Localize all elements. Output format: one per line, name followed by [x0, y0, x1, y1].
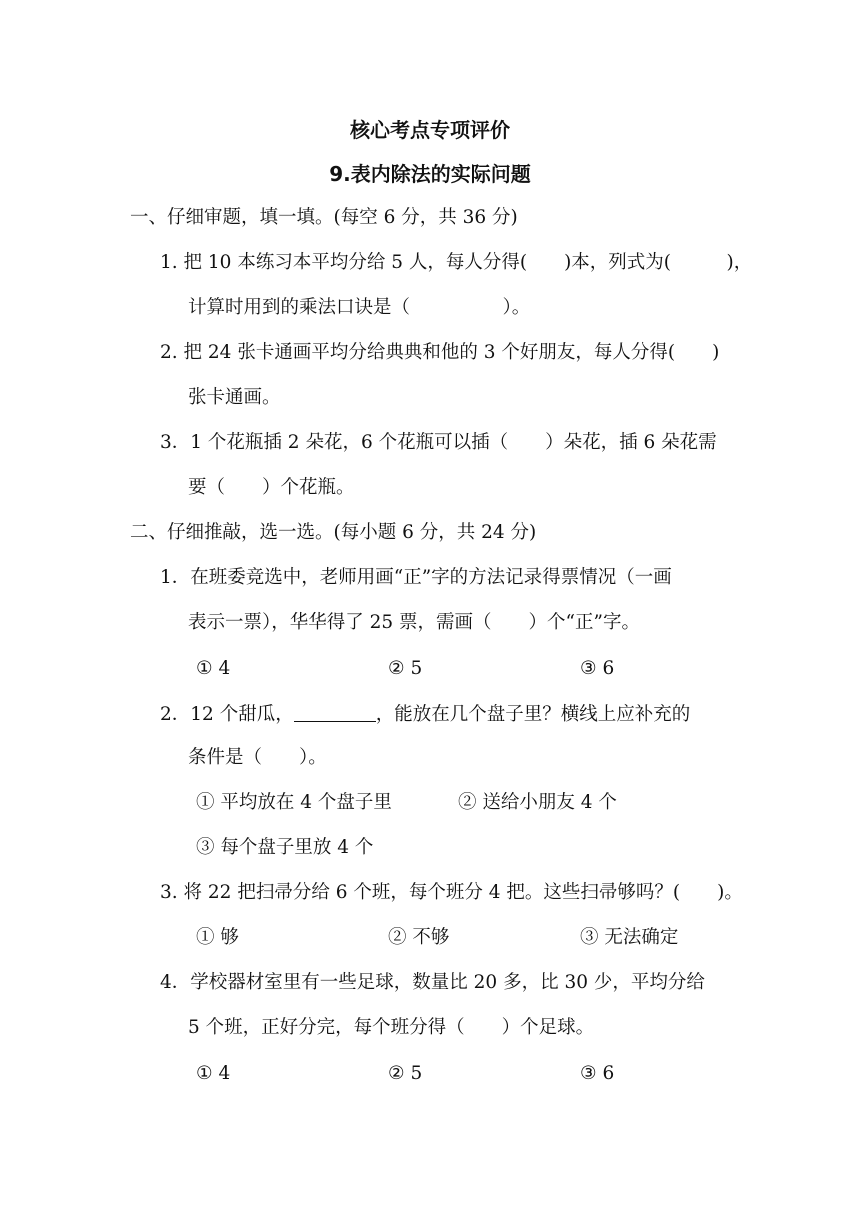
answer-blank — [294, 703, 376, 722]
s2-q4-line2: 5 个班，正好分完，每个班分得（ ）个足球。 — [188, 1017, 595, 1038]
s2-q4-line1: 4．学校器材室里有一些足球，数量比 20 多，比 30 少，平均分给 — [160, 972, 705, 993]
section2-heading: 二、仔细推敲，选一选。(每小题 6 分，共 24 分) — [130, 522, 537, 543]
s2-q3-line1: 3. 将 22 把扫帚分给 6 个班，每个班分 4 把。这些扫帚够吗？( )。 — [160, 882, 743, 903]
s1-q2-line2: 张卡通画。 — [188, 387, 281, 408]
s2-q1-option-c: ③ 6 — [580, 658, 615, 679]
s2-q1-option-a: ① 4 — [196, 658, 231, 679]
s2-q4-option-c: ③ 6 — [580, 1063, 615, 1084]
s1-q1-line1: 1. 把 10 本练习本平均分给 5 人，每人分得( )本，列式为( )， — [160, 252, 753, 273]
s2-q1-option-b: ② 5 — [388, 658, 423, 679]
s2-q2-option-a: ① 平均放在 4 个盘子里 — [196, 792, 392, 813]
s2-q2-line1 — [160, 702, 690, 728]
page-title: 核心考点专项评价 — [350, 118, 510, 142]
s2-q3-option-b: ② 不够 — [388, 927, 450, 948]
section1-heading: 一、仔细审题，填一填。(每空 6 分，共 36 分) — [130, 207, 518, 228]
s2-q2-option-b: ② 送给小朋友 4 个 — [458, 792, 617, 813]
s1-q3-line1: 3．1 个花瓶插 2 朵花，6 个花瓶可以插（ ）朵花，插 6 朵花需 — [160, 432, 717, 453]
s2-q2-line1-end: ，能放在几个盘子里？横线上应补充的 — [375, 704, 691, 725]
s2-q3-option-c: ③ 无法确定 — [580, 927, 679, 948]
s2-q4-option-a: ① 4 — [196, 1063, 231, 1084]
s2-q2-line1-start: 2．12 个甜瓜， — [160, 704, 294, 725]
s1-q3-line2: 要（ ）个花瓶。 — [188, 477, 355, 498]
s1-q1-line2: 计算时用到的乘法口诀是（ ）。 — [188, 297, 531, 318]
s2-q2-option-c: ③ 每个盘子里放 4 个 — [196, 837, 374, 858]
s2-q1-line1: 1．在班委竞选中，老师用画“正”字的方法记录得票情况（一画 — [160, 567, 672, 588]
s2-q4-option-b: ② 5 — [388, 1063, 423, 1084]
s2-q1-line2: 表示一票），华华得了 25 票，需画（ ）个“正”字。 — [188, 612, 640, 633]
page-subtitle: 9.表内除法的实际问题 — [329, 162, 531, 186]
s2-q2-line2: 条件是（ ）。 — [188, 747, 327, 768]
s2-q3-option-a: ① 够 — [196, 927, 239, 948]
s1-q2-line1: 2. 把 24 张卡通画平均分给典典和他的 3 个好朋友，每人分得( ) — [160, 342, 720, 363]
